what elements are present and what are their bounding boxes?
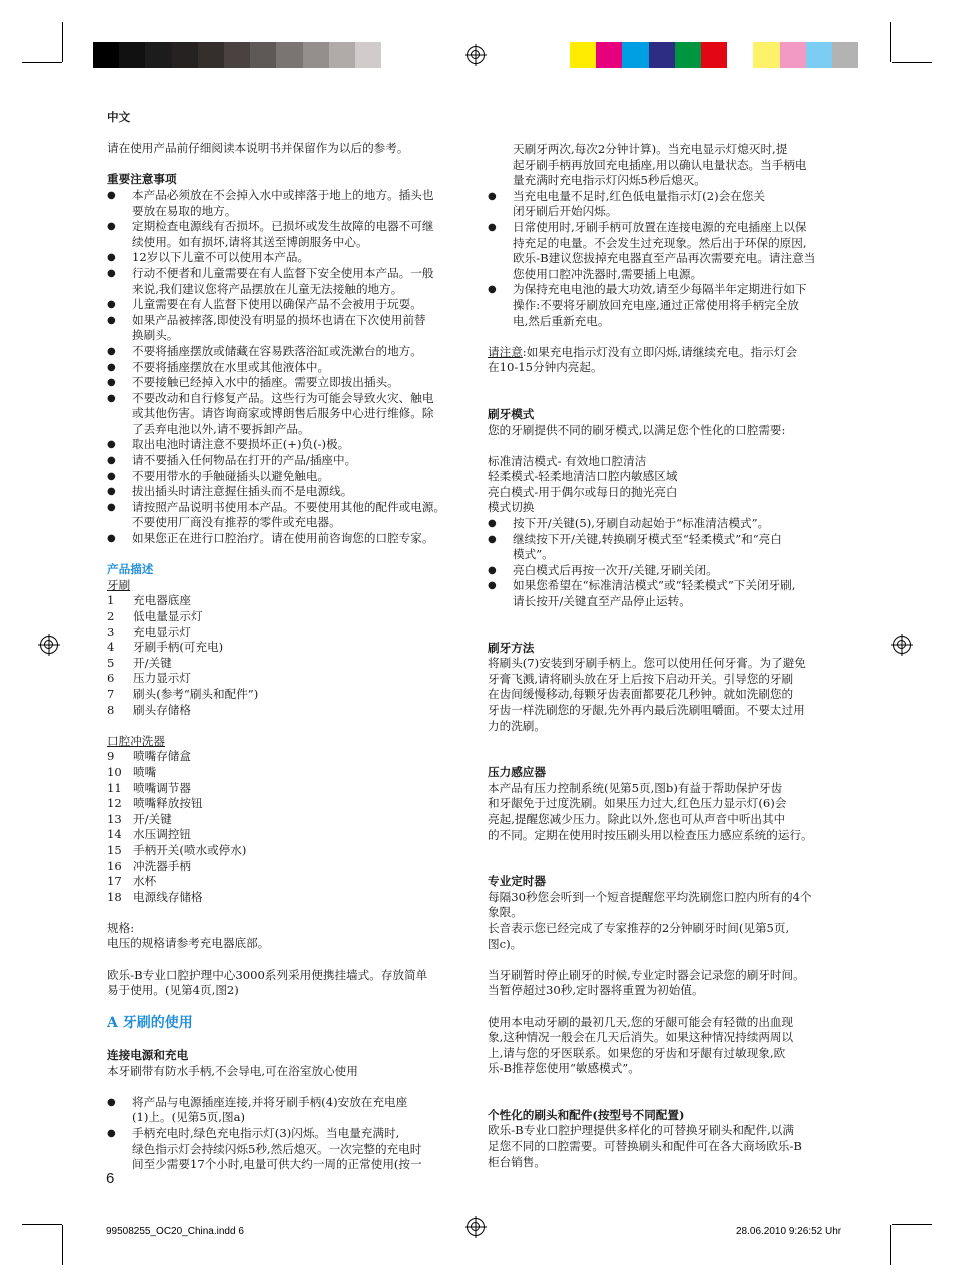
bullet-text [132, 313, 467, 344]
bullet-line: 请按照产品说明书使用本产品。不要使用其他的配件或电源。 [132, 499, 446, 514]
bullet-item [488, 516, 850, 532]
registration-mark-icon [467, 1218, 485, 1236]
list-item [107, 640, 467, 656]
connect-title: 连接电源和充电 [107, 1048, 189, 1063]
item-label: 水压调控钮 [133, 827, 191, 842]
list-item [107, 890, 467, 906]
bullet-text [132, 266, 467, 297]
color-swatch [649, 42, 675, 68]
bullet-icon: ● [107, 439, 116, 451]
color-swatch [701, 42, 727, 68]
registration-mark-icon [893, 636, 911, 654]
bullet-icon: ● [107, 299, 116, 311]
registration-mark-icon [467, 46, 485, 64]
bullet-text [132, 219, 467, 250]
bullet-line: 不要使用厂商没有推荐的零件或充电器。 [132, 515, 341, 530]
spec-label: 规格: [107, 920, 135, 935]
bullet-line: 儿童需要在有人监督下使用以确保产品不会被用于玩耍。 [132, 297, 422, 312]
color-swatch [172, 42, 198, 68]
bullet-item [107, 297, 467, 313]
list-item [107, 812, 467, 828]
bullet-icon: ● [107, 345, 116, 357]
bullet-line: 将产品与电源插座连接,并将牙刷手柄(4)安放在充电座 [132, 1094, 408, 1109]
bullet-icon: ● [107, 189, 116, 201]
modes-bullets [488, 516, 850, 610]
text-line: 易于使用。(见第4页,图2) [107, 983, 239, 998]
timer-title: 专业定时器 [488, 874, 546, 889]
text-line: 象,这种情况一般会在几天后消失。如果这种情况持续两周以 [488, 1030, 794, 1045]
text-line: 长音表示您已经完成了专家推荐的2分钟刷牙时间(见第5页, [488, 920, 790, 935]
bullet-line: 不要将插座摆放或储藏在容易跌落浴缸或洗漱台的地方。 [132, 343, 422, 358]
bullet-icon: ● [107, 1128, 116, 1139]
bullet-item [488, 532, 850, 563]
list-item [107, 749, 467, 765]
bullet-item [107, 469, 467, 485]
registration-mark-icon [40, 636, 58, 654]
list-item [107, 874, 467, 890]
item-label: 刷头(参考“刷头和配件”) [133, 686, 259, 701]
list-item [107, 671, 467, 687]
bullet-item [107, 313, 467, 344]
color-swatch [329, 42, 355, 68]
text-line: 轻柔模式-轻柔地清洁口腔内敏感区域 [488, 469, 678, 484]
bullet-line: 不要将插座摆放在水里或其他液体中。 [132, 359, 330, 374]
bleeding-text [488, 1015, 850, 1077]
bullet-icon: ● [488, 190, 497, 202]
color-swatch [276, 42, 302, 68]
intro-text: 请在使用产品前仔细阅读本说明书并保留作为以后的参考。 [107, 141, 409, 156]
bullet-line: 或其他伤害。请咨询商家或博朗售后服务中心进行维修。除 [132, 406, 434, 421]
spec-text: 电压的规格请参考充电器底部。 [107, 936, 270, 951]
bullet-icon: ● [488, 518, 497, 530]
bullet-line: 欧乐-B建议您拔掉充电器直至产品再次需要充电。请注意当 [513, 251, 816, 266]
item-number: 11 [107, 780, 122, 795]
bullet-line: 换刷头。 [132, 328, 179, 343]
bullet-item [107, 437, 467, 453]
bullet-icon: ● [107, 377, 116, 389]
notice-line [488, 345, 850, 361]
crop-mark [890, 1225, 891, 1265]
bullet-line: 不要用带水的手触碰插头以避免触电。 [132, 468, 330, 483]
bullet-icon: ● [107, 392, 116, 404]
bullet-line: 请长按开/关键直至产品停止运转。 [513, 594, 691, 609]
timer-text [488, 890, 850, 952]
item-label: 充电显示灯 [133, 624, 191, 639]
bullet-line: 为保持充电电池的最大功效,请至少每隔半年定期进行如下 [513, 282, 807, 297]
notice-text: :如果充电指示灯没有立即闪烁,请继续充电。指示灯会 [522, 344, 798, 359]
bullet-item [107, 453, 467, 469]
bullet-line: 闭牙刷后开始闪烁。 [513, 204, 618, 219]
color-swatch [145, 42, 171, 68]
bullet-line: 定期检查电源线有否损坏。已损坏或发生故障的电器不可继 [132, 219, 434, 234]
bullet-text [132, 250, 467, 266]
continued-text [488, 142, 850, 189]
bullet-line: 取出电池时请注意不要损坏正(+)负(-)极。 [132, 437, 350, 452]
bullet-item [107, 219, 467, 250]
important-list [107, 188, 467, 547]
bullet-line: 如果产品被摔落,即使没有明显的损坏也请在下次使用前替 [132, 312, 426, 327]
bullet-item [107, 344, 467, 360]
footer-file: 99508255_OC20_China.indd 6 [106, 1226, 244, 1237]
text-line: 量充满时充电指示灯闪烁5秒后熄灭。 [513, 173, 706, 188]
bullet-text [132, 531, 467, 547]
bullet-text [132, 1095, 467, 1126]
bullet-line: 拔出插头时请注意握住插头而不是电源线。 [132, 484, 353, 499]
irrigator-parts-list [107, 749, 467, 905]
bullet-icon: ● [107, 221, 116, 233]
list-item [107, 859, 467, 875]
color-swatch [355, 42, 381, 68]
bullet-item [107, 188, 467, 219]
color-swatch [250, 42, 276, 68]
item-number: 2 [107, 609, 115, 623]
section-a-title: A 牙刷的使用 [107, 1015, 193, 1032]
bullet-line: 亮白模式后再按一次开/关键,牙刷关闭。 [513, 562, 718, 577]
bullet-item [107, 500, 467, 531]
item-label: 低电量显示灯 [133, 609, 203, 623]
item-number: 13 [107, 811, 122, 826]
item-label: 冲洗器手柄 [133, 858, 191, 873]
bullet-item [107, 1126, 467, 1173]
bullet-item [488, 220, 850, 282]
item-label: 开/关键 [133, 655, 172, 670]
item-number: 15 [107, 842, 122, 857]
item-number: 7 [107, 686, 115, 701]
text-line: 上,请与您的牙医联系。如果您的牙齿和牙龈有过敏现象,欧 [488, 1045, 786, 1060]
brush-parts-list [107, 593, 467, 718]
bullet-item [488, 563, 850, 579]
item-number: 9 [107, 749, 115, 764]
bullet-line: 操作:不要将牙刷放回充电座,通过正常使用将手柄完全放 [513, 297, 799, 312]
bullet-icon: ● [488, 533, 497, 545]
bullet-text [132, 297, 467, 313]
bullet-text [132, 188, 467, 219]
color-swatch [119, 42, 145, 68]
bullet-icon: ● [107, 361, 116, 373]
text-line: 模式切换 [488, 500, 535, 515]
bullet-item [107, 360, 467, 376]
color-swatch [727, 42, 753, 68]
list-item [107, 765, 467, 781]
text-line: 每隔30秒您会听到一个短音提醒您平均洗刷您口腔内所有的4个 [488, 889, 812, 904]
color-swatch [806, 42, 832, 68]
irrigator-heading: 口腔冲洗器 [107, 733, 165, 748]
bullet-line: 了丢弃电池以外,请不要拆卸产品。 [132, 421, 310, 436]
bullet-text [132, 500, 467, 531]
bullet-icon: ● [107, 314, 116, 326]
method-title: 刷牙方法 [488, 640, 535, 655]
left-column [107, 110, 467, 1173]
bullet-text [132, 484, 467, 500]
bullet-text [513, 532, 850, 563]
text-line: 牙齿一样洗刷您的牙龈,先外再内最后洗刷咀嚼面。不要太过用 [488, 703, 805, 717]
text-line: 本产品有压力控制系统(见第5页,图b)有益于帮助保护牙齿 [488, 780, 783, 795]
color-swatch [93, 42, 119, 68]
item-number: 4 [107, 640, 115, 655]
text-line: 力的洗刷。 [488, 718, 546, 733]
bullet-text [132, 344, 467, 360]
bullet-item [107, 484, 467, 500]
item-label: 喷嘴 [133, 764, 157, 779]
item-number: 3 [107, 624, 115, 639]
item-number: 12 [107, 796, 122, 811]
bullet-icon: ● [107, 470, 116, 482]
bullet-item [107, 531, 467, 547]
text-line: 天刷牙两次,每次2分钟计算)。当充电显示灯熄灭时,提 [513, 142, 788, 156]
page-number: 6 [106, 1170, 115, 1187]
language-heading: 中文 [107, 110, 131, 124]
item-label: 手柄开关(喷水或停水) [133, 842, 247, 857]
charge-bullets [488, 189, 850, 329]
text-line: 使用本电动牙刷的最初几天,您的牙龈可能会有轻微的出血现 [488, 1014, 794, 1029]
item-label: 喷嘴存储盒 [133, 749, 191, 764]
text-line: 欧乐-B专业口腔护理提供多样化的可替换牙刷头和配件,以满 [488, 1123, 794, 1138]
bullet-item [107, 1095, 467, 1126]
bullet-line: 如果您正在进行口腔治疗。请在使用前咨询您的口腔专家。 [132, 531, 434, 546]
bullet-icon: ● [107, 501, 116, 513]
bullet-text [513, 189, 850, 220]
list-item [107, 827, 467, 843]
bullet-icon: ● [107, 267, 116, 279]
bullet-line: 本产品必须放在不会掉入水中或摔落于地上的地方。插头也 [132, 187, 434, 202]
color-swatch [596, 42, 622, 68]
text-line: 象限。 [488, 905, 523, 920]
crop-mark [892, 62, 932, 63]
text-line: 欧乐-B专业口腔护理中心3000系列采用便携挂墙式。存放简单 [107, 967, 428, 982]
product-description-title: 产品描述 [107, 562, 154, 577]
bullet-line: 您使用口腔冲洗器时,需要插上电源。 [513, 266, 703, 281]
bullet-line: 请不要插入任何物品在打开的产品/插座中。 [132, 453, 357, 468]
text-line: 在齿间缓慢移动,每颗牙齿表面都要花几秒钟。就如洗刷您的 [488, 687, 794, 702]
right-column [488, 142, 850, 1170]
crop-mark [62, 1225, 63, 1265]
bullet-line: 不要接触已经掉入水中的插座。需要立即拔出插头。 [132, 375, 399, 390]
text-line: 起牙刷手柄再放回充电插座,用以确认电量状态。当手柄电 [513, 157, 807, 172]
color-swatch [224, 42, 250, 68]
bullet-icon: ● [107, 533, 116, 545]
item-label: 牙刷手柄(可充电) [133, 640, 224, 655]
bullet-text [132, 469, 467, 485]
text-line: 将刷头(7)安装到牙刷手柄上。您可以使用任何牙膏。为了避免 [488, 656, 806, 671]
crop-mark [22, 62, 62, 63]
bullet-line: 按下开/关键(5),牙刷自动起始于“标准清洁模式”。 [513, 516, 770, 531]
item-number: 1 [107, 593, 115, 608]
bullet-text [132, 360, 467, 376]
list-item [107, 796, 467, 812]
list-item [107, 656, 467, 672]
list-item [107, 625, 467, 641]
color-swatch [622, 42, 648, 68]
item-label: 水杯 [133, 874, 157, 889]
bullet-item [107, 250, 467, 266]
accessories-text [488, 1123, 850, 1170]
text-line: 牙膏飞溅,请将刷头放在牙上后按下启动开关。引导您的牙刷 [488, 671, 794, 686]
list-item [107, 703, 467, 719]
text-line: 足您不同的口腔需要。可替换刷头和配件可在各大商场欧乐-B [488, 1139, 802, 1154]
bullet-icon: ● [488, 580, 497, 592]
bullet-line: (1)上。(见第5页,图a) [132, 1110, 246, 1125]
bullet-icon: ● [107, 486, 116, 498]
bullet-line: 要放在易取的地方。 [132, 203, 237, 218]
item-number: 17 [107, 874, 122, 889]
bullet-line: 12岁以下儿童不可以使用本产品。 [132, 250, 310, 265]
bullet-item [488, 578, 850, 609]
bullet-line: 日常使用时,牙刷手柄可放置在连接电源的充电插座上以保 [513, 219, 807, 234]
bullet-text [513, 516, 850, 532]
bullet-line: 间至少需要17个小时,电量可供大约一周的正常使用(按一 [132, 1157, 422, 1172]
accessories-title: 个性化的刷头和配件(按型号不同配置) [488, 1107, 685, 1122]
bullet-text [132, 375, 467, 391]
bullet-item [107, 266, 467, 297]
crop-mark [890, 22, 891, 62]
item-number: 18 [107, 889, 122, 904]
bullet-text [132, 1126, 467, 1173]
color-swatch [381, 42, 407, 68]
bullet-icon: ● [107, 1096, 116, 1108]
bullet-line: 如果您希望在“标准清洁模式”或“轻柔模式”下关闭牙刷, [513, 578, 796, 593]
text-line: 柜台销售。 [488, 1154, 546, 1169]
timer-text-2 [488, 968, 850, 999]
bullet-icon: ● [107, 455, 116, 467]
list-item [107, 593, 467, 609]
modes-title: 刷牙模式 [488, 406, 535, 421]
text-line: 的不同。定期在使用时按压刷头用以检查压力感应系统的运行。 [488, 827, 813, 842]
connect-text: 本牙刷带有防水手柄,不会导电,可在浴室放心使用 [107, 1063, 358, 1078]
item-label: 压力显示灯 [133, 671, 191, 686]
crop-mark [892, 1224, 932, 1225]
connect-bullets [107, 1095, 467, 1173]
item-number: 8 [107, 702, 115, 717]
bullet-line: 绿色指示灯会持续闪烁5秒,然后熄灭。一次完整的充电时 [132, 1141, 422, 1156]
bullet-icon: ● [488, 221, 497, 233]
color-swatch [780, 42, 806, 68]
bullet-text [513, 563, 850, 579]
bullet-item [107, 391, 467, 438]
text-line: 亮白模式-用于偶尔或每日的抛光亮白 [488, 484, 678, 499]
item-number: 16 [107, 858, 122, 873]
color-swatch [675, 42, 701, 68]
bullet-icon: ● [488, 564, 497, 576]
modes-list [488, 454, 850, 516]
bullet-text [513, 220, 850, 282]
crop-mark [22, 1224, 62, 1225]
pressure-title: 压力感应器 [488, 765, 546, 780]
notice-label: 请注意 [488, 344, 523, 359]
modes-intro: 您的牙刷提供不同的刷牙模式,以满足您个性化的口腔需要: [488, 422, 786, 437]
bullet-icon: ● [107, 252, 116, 264]
list-item [107, 781, 467, 797]
item-label: 电源线存储格 [133, 889, 203, 904]
bullet-line: 行动不便者和儿童需要在有人监督下安全使用本产品。一般 [132, 265, 434, 280]
item-label: 喷嘴释放按钮 [133, 796, 203, 811]
item-number: 5 [107, 655, 115, 670]
list-item [107, 843, 467, 859]
text-line: 图c)。 [488, 936, 523, 951]
text-line: 乐-B推荐您使用“敏感模式”。 [488, 1061, 640, 1076]
list-item [107, 687, 467, 703]
item-label: 喷嘴调节器 [133, 780, 191, 795]
bullet-text [132, 437, 467, 453]
color-swatch [832, 42, 858, 68]
item-number: 10 [107, 764, 122, 779]
bullet-line: 来说,我们建议您将产品摆放在儿童无法接触的地方。 [132, 281, 403, 296]
bullet-item [488, 189, 850, 220]
bullet-item [107, 375, 467, 391]
bullet-icon: ● [488, 284, 497, 296]
bullet-text [132, 453, 467, 469]
text-line: 标准清洁模式- 有效地口腔清洁 [488, 453, 647, 468]
item-number: 6 [107, 671, 115, 686]
footer-date: 28.06.2010 9:26:52 Uhr [736, 1226, 842, 1237]
color-swatch [570, 42, 596, 68]
bullet-line: 模式”。 [513, 547, 554, 562]
bullet-text [513, 282, 850, 329]
list-item [107, 609, 467, 625]
item-label: 刷头存储格 [133, 702, 191, 717]
brush-heading: 牙刷 [107, 577, 131, 592]
item-label: 开/关键 [133, 811, 172, 826]
color-swatch [303, 42, 329, 68]
bullet-line: 续使用。如有损坏,请将其送至博朗服务中心。 [132, 234, 368, 249]
bullet-text [132, 391, 467, 438]
important-title: 重要注意事项 [107, 172, 177, 187]
pressure-text [488, 781, 850, 843]
bullet-line: 持充足的电量。不会发生过充现象。然后出于环保的原因, [513, 235, 807, 250]
bullet-line: 当充电电量不足时,红色低电量指示灯(2)会在您关 [513, 188, 765, 203]
item-label: 充电器底座 [133, 593, 191, 608]
bullet-line: 手柄充电时,绿色充电指示灯(3)闪烁。当电量充满时, [132, 1126, 400, 1140]
color-swatch [198, 42, 224, 68]
bullet-item [488, 282, 850, 329]
color-swatch [753, 42, 779, 68]
text-line: 亮起,提醒您减少压力。除此以外,您也可从声音中听出其中 [488, 811, 786, 826]
item-number: 14 [107, 827, 122, 842]
bullet-line: 电,然后重新充电。 [513, 313, 610, 328]
bullet-text [513, 578, 850, 609]
text-line: 当牙刷暂时停止刷牙的时候,专业定时器会记录您的刷牙时间。 [488, 967, 805, 982]
method-text [488, 656, 850, 734]
text-line: 和牙龈免于过度洗刷。如果压力过大,红色压力显示灯(6)会 [488, 796, 787, 811]
bullet-line: 不要改动和自行修复产品。这些行为可能会导致火灾、触电 [132, 390, 434, 405]
notice-line-2: 在10-15分钟内亮起。 [488, 360, 603, 375]
text-line: 当暂停超过30秒,定时器将重置为初始值。 [488, 983, 704, 998]
wall-mount-text [107, 968, 467, 999]
bullet-line: 继续按下开/关键,转换刷牙模式至“轻柔模式”和“亮白 [513, 531, 782, 546]
crop-mark [62, 22, 63, 62]
